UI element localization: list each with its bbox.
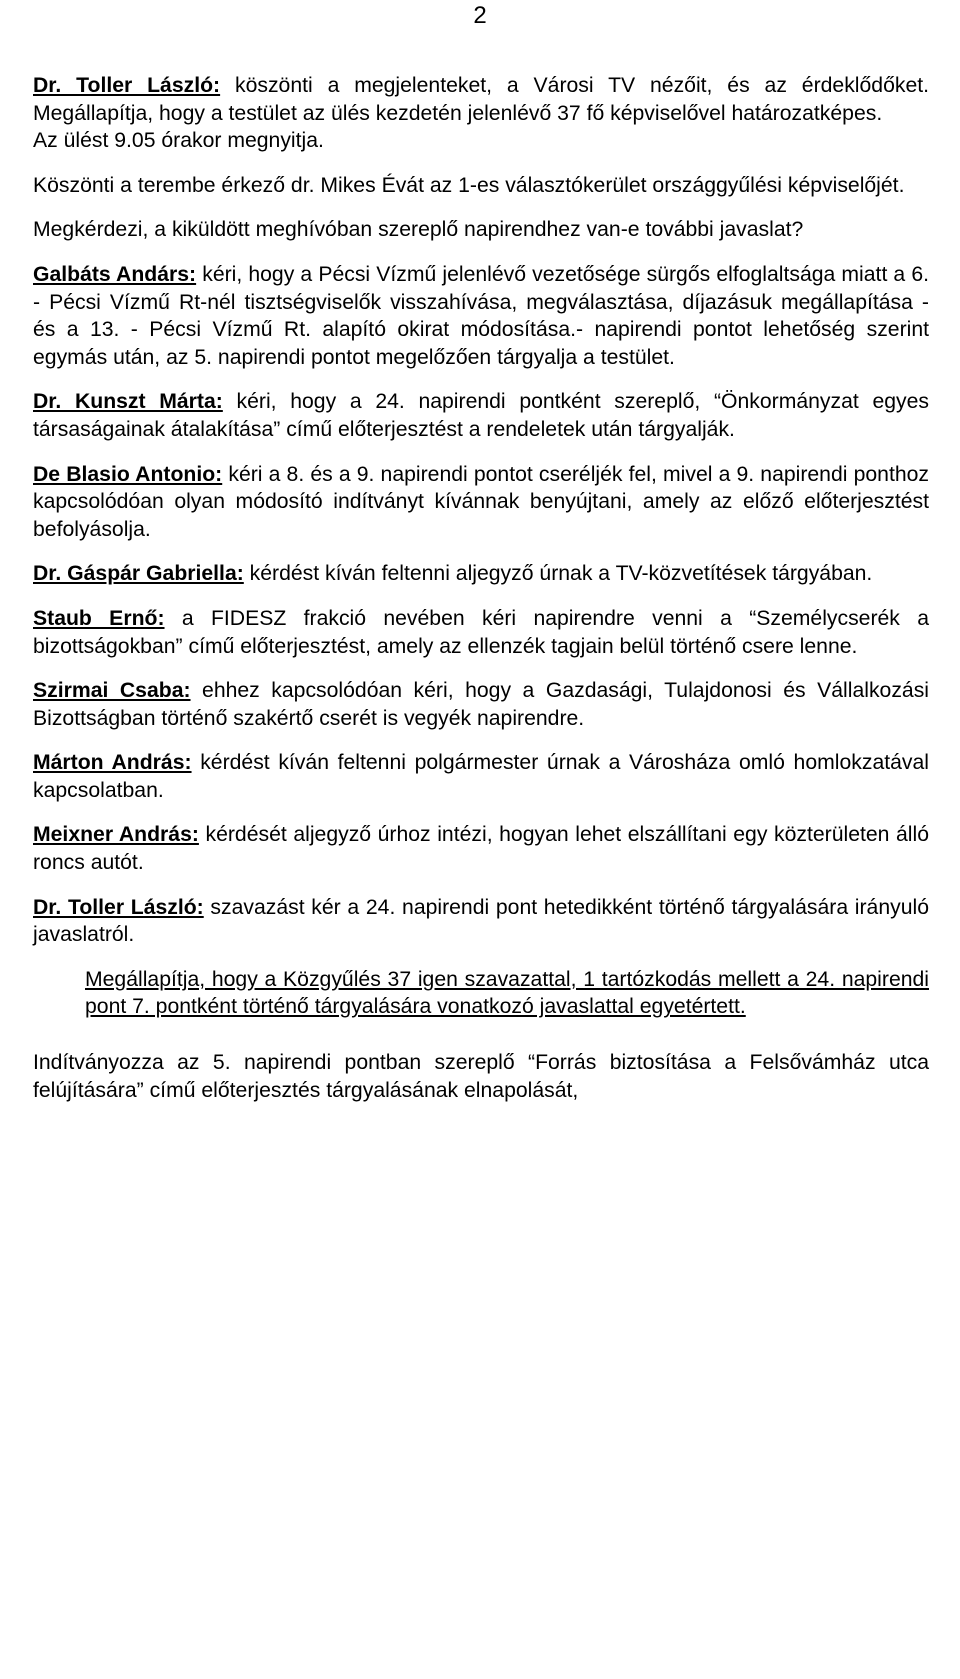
paragraph-toller-vote [33,894,929,949]
paragraph-text: a FIDESZ frakció nevében kéri napirendre venni a “Személycserék a bizottságokban” című előterjesztést, amely az ellenzék tagjain belül történő csere lenne. [33,606,930,658]
paragraph-text: kérdését aljegyző úrhoz intézi, hogyan lehet elszállítani egy közterületen álló roncs autót. [33,823,929,875]
paragraph-text: Indítványozza az 5. napirendi pontban szereplő “Forrás biztosítása a Felsővámház utca felújítására” című előterjesztés tárgyalásának elnapolását, [33,1051,929,1102]
paragraph-text: kéri, hogy a 24. napirendi pontként szereplő, “Önkormányzat egyes társaságainak átalakítása” című előterjesztést a rendeletek után tárgyalják. [33,390,929,441]
paragraph-text: kéri, hogy a Pécsi Vízmű jelenlévő vezetősége sürgős elfoglaltsága miatt a 6. - Pécsi Vízmű Rt-nél tisztségviselők visszahívása, megválasztása, díjazásuk megállapítása - és a 13. - Pécsi Vízmű Rt. alapító okirat módosítása.- napirendi pontot lehetőség szerint egymás után, az 5. napirendi pontot megelőzően tárgyalja a testület. [33,262,930,369]
paragraph-greeting [33,172,929,200]
paragraph-text: ehhez kapcsolódóan kéri, hogy a Gazdasági, Tulajdonosi és Vállalkozási Bizottságban történő szakértő cserét is vegyék napirendre. [33,679,929,730]
speaker-name: Meixner András: [33,823,199,847]
paragraph-text: Megkérdezi, a kiküldött meghívóban szereplő napirendhez van-e további javaslat? [33,218,804,242]
resolution-statement: Megállapítja, hogy a Közgyűlés 37 igen szavazattal, 1 tartózkodás mellett a 24. napirendi pont 7. pontként történő tárgyalására vonatkozó javaslattal egyetértett. [85,967,929,1019]
speaker-name: Szirmai Csaba: [33,679,191,703]
paragraph-staub [33,605,929,660]
paragraph-szirmai [33,677,929,732]
paragraph-agenda-question [33,216,929,244]
paragraph-gaspar [33,560,929,588]
speaker-name: Staub Ernő: [33,606,165,630]
speaker-name: Galbáts Andárs: [33,262,197,286]
speaker-name: Márton András: [33,751,192,775]
page-number: 2 [473,2,487,29]
speaker-name: De Blasio Antonio: [33,462,223,486]
paragraph-text: Az ülést 9.05 órakor megnyitja. [33,129,324,153]
paragraph-de-blasio [33,461,929,544]
paragraph-kunszt [33,388,929,443]
paragraph-toller-opening [33,72,929,127]
paragraph-motion [33,1049,929,1104]
paragraph-text: kérdést kíván feltenni polgármester úrnak a Városháza omló homlokzatával kapcsolatban. [33,751,929,802]
paragraph-text: Köszönti a terembe érkező dr. Mikes Évát az 1-es választókerület országgyűlési képviselőjét. [33,173,905,197]
paragraph-opening-time [33,127,929,155]
paragraph-text: kéri a 8. és a 9. napirendi pontot cseréljék fel, mivel a 9. napirendi ponthoz kapcsolódóan olyan módosító indítványt kívánnak benyújtani, amely az előző előterjesztést befolyásolja. [33,462,929,541]
speaker-name: Dr. Toller László: [33,74,221,97]
paragraph-meixner [33,821,929,876]
paragraph-text: szavazást kér a 24. napirendi pont hetedikként történő tárgyalására irányuló javaslatról. [33,895,929,947]
document-body [33,72,929,1104]
paragraph-galbats [33,261,929,371]
paragraph-marton [33,749,929,804]
paragraph-text: kérdést kíván feltenni aljegyző úrnak a TV-közvetítések tárgyában. [243,562,873,586]
speaker-name: Dr. Toller László: [33,895,204,919]
speaker-name: Dr. Kunszt Márta: [33,390,223,414]
speaker-name: Dr. Gáspár Gabriella: [33,562,244,586]
paragraph-text: köszönti a megjelenteket, a Városi TV nézőit, és az érdeklődőket. Megállapítja, hogy a testület az ülés kezdetén jelenlévő 37 fő képviselővel határozatképes. [33,74,930,125]
